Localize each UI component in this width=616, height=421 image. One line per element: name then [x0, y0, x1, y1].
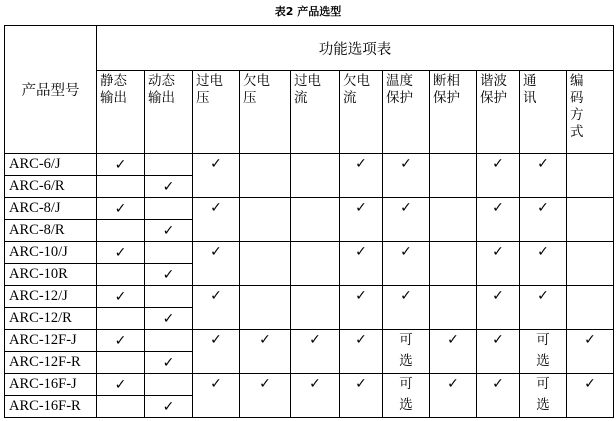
- empty-cell: [567, 198, 614, 242]
- model-cell: ARC-12/R: [5, 308, 97, 330]
- check-mark: ✓: [145, 308, 193, 330]
- empty-cell: [97, 352, 145, 374]
- header-label: 过电 压: [196, 73, 223, 106]
- check-mark: ✓: [340, 286, 383, 330]
- table-caption: 表2 产品选型: [274, 5, 342, 18]
- check-mark: ✓: [145, 176, 193, 198]
- check-mark: ✓: [383, 198, 430, 242]
- empty-cell: [430, 242, 477, 286]
- check-mark: ✓: [97, 154, 145, 176]
- check-mark: ✓: [97, 198, 145, 220]
- check-mark: ✓: [520, 286, 567, 330]
- header-label: 过电 流: [294, 73, 321, 106]
- check-mark: ✓: [340, 374, 383, 418]
- header-temp-protection: [383, 71, 430, 154]
- header-harmonic: [477, 71, 520, 154]
- empty-cell: [240, 198, 291, 242]
- empty-cell: [430, 198, 477, 242]
- check-mark: ✓: [97, 242, 145, 264]
- empty-cell: [145, 374, 193, 396]
- empty-cell: [430, 154, 477, 198]
- optional-cell: [520, 330, 567, 374]
- header-label: 温度 保护: [386, 73, 413, 106]
- empty-cell: [291, 198, 340, 242]
- empty-cell: [240, 154, 291, 198]
- check-mark: ✓: [291, 330, 340, 374]
- model-cell: ARC-6/J: [5, 154, 97, 176]
- check-mark: ✓: [145, 264, 193, 286]
- empty-cell: [567, 154, 614, 198]
- header-label: 静态 输出: [100, 73, 127, 106]
- check-mark: ✓: [430, 374, 477, 418]
- empty-cell: [97, 396, 145, 418]
- check-mark: ✓: [477, 374, 520, 418]
- check-mark: ✓: [291, 374, 340, 418]
- optional-label: 可 选: [399, 332, 413, 369]
- model-cell: ARC-10/J: [5, 242, 97, 264]
- header-label: 断相 保护: [433, 73, 460, 106]
- check-mark: ✓: [193, 374, 240, 418]
- model-cell: ARC-12/J: [5, 286, 97, 308]
- model-cell: ARC-12F-R: [5, 352, 97, 374]
- check-mark: ✓: [477, 330, 520, 374]
- empty-cell: [145, 198, 193, 220]
- empty-cell: [145, 330, 193, 352]
- model-cell: ARC-16F-R: [5, 396, 97, 418]
- check-mark: ✓: [193, 198, 240, 242]
- check-mark: ✓: [477, 286, 520, 330]
- check-mark: ✓: [520, 198, 567, 242]
- header-label: 欠电 压: [243, 73, 270, 106]
- check-mark: ✓: [477, 198, 520, 242]
- check-mark: ✓: [477, 154, 520, 198]
- check-mark: ✓: [520, 242, 567, 286]
- empty-cell: [567, 286, 614, 330]
- check-mark: ✓: [383, 154, 430, 198]
- header-dynamic-output: [145, 71, 193, 154]
- check-mark: ✓: [567, 330, 614, 374]
- check-mark: ✓: [340, 330, 383, 374]
- header-label: 编 码 方 式: [570, 73, 584, 140]
- header-label: 谐波 保护: [480, 73, 507, 106]
- check-mark: ✓: [193, 154, 240, 198]
- empty-cell: [145, 286, 193, 308]
- check-mark: ✓: [383, 242, 430, 286]
- empty-cell: [97, 264, 145, 286]
- empty-cell: [291, 154, 340, 198]
- check-mark: ✓: [477, 242, 520, 286]
- empty-cell: [240, 242, 291, 286]
- check-mark: ✓: [97, 374, 145, 396]
- model-cell: ARC-8/J: [5, 198, 97, 220]
- empty-cell: [567, 242, 614, 286]
- check-mark: ✓: [520, 154, 567, 198]
- header-label: 动态 输出: [148, 73, 175, 106]
- empty-cell: [97, 176, 145, 198]
- header-encoding: [567, 71, 614, 154]
- check-mark: ✓: [240, 330, 291, 374]
- header-under-current: [340, 71, 383, 154]
- empty-cell: [97, 220, 145, 242]
- optional-cell: [383, 374, 430, 418]
- check-mark: ✓: [383, 286, 430, 330]
- check-mark: ✓: [340, 242, 383, 286]
- empty-cell: [291, 242, 340, 286]
- model-cell: ARC-6/R: [5, 176, 97, 198]
- empty-cell: [240, 286, 291, 330]
- check-mark: ✓: [430, 330, 477, 374]
- model-cell: ARC-8/R: [5, 220, 97, 242]
- check-mark: ✓: [340, 198, 383, 242]
- check-mark: ✓: [145, 396, 193, 418]
- check-mark: ✓: [97, 330, 145, 352]
- optional-cell: [383, 330, 430, 374]
- header-model: 产品型号: [5, 26, 97, 154]
- check-mark: ✓: [145, 352, 193, 374]
- model-cell: ARC-16F-J: [5, 374, 97, 396]
- optional-label: 可 选: [536, 332, 550, 369]
- header-label: 通 讯: [523, 73, 537, 106]
- check-mark: ✓: [193, 286, 240, 330]
- check-mark: ✓: [97, 286, 145, 308]
- header-label: 欠电 流: [343, 73, 370, 106]
- product-selection-table: [4, 25, 614, 418]
- empty-cell: [97, 308, 145, 330]
- empty-cell: [291, 286, 340, 330]
- optional-label: 可 选: [536, 376, 550, 413]
- model-cell: ARC-10R: [5, 264, 97, 286]
- model-cell: ARC-12F-J: [5, 330, 97, 352]
- optional-label: 可 选: [399, 376, 413, 413]
- check-mark: ✓: [193, 330, 240, 374]
- empty-cell: [145, 242, 193, 264]
- header-function-table: 功能选项表: [97, 26, 614, 71]
- check-mark: ✓: [240, 374, 291, 418]
- header-over-current: [291, 71, 340, 154]
- header-phase-loss: [430, 71, 477, 154]
- header-under-voltage: [240, 71, 291, 154]
- header-static-output: [97, 71, 145, 154]
- optional-cell: [520, 374, 567, 418]
- header-communication: [520, 71, 567, 154]
- header-over-voltage: [193, 71, 240, 154]
- check-mark: ✓: [340, 154, 383, 198]
- empty-cell: [145, 154, 193, 176]
- check-mark: ✓: [567, 374, 614, 418]
- check-mark: ✓: [193, 242, 240, 286]
- empty-cell: [430, 286, 477, 330]
- check-mark: ✓: [145, 220, 193, 242]
